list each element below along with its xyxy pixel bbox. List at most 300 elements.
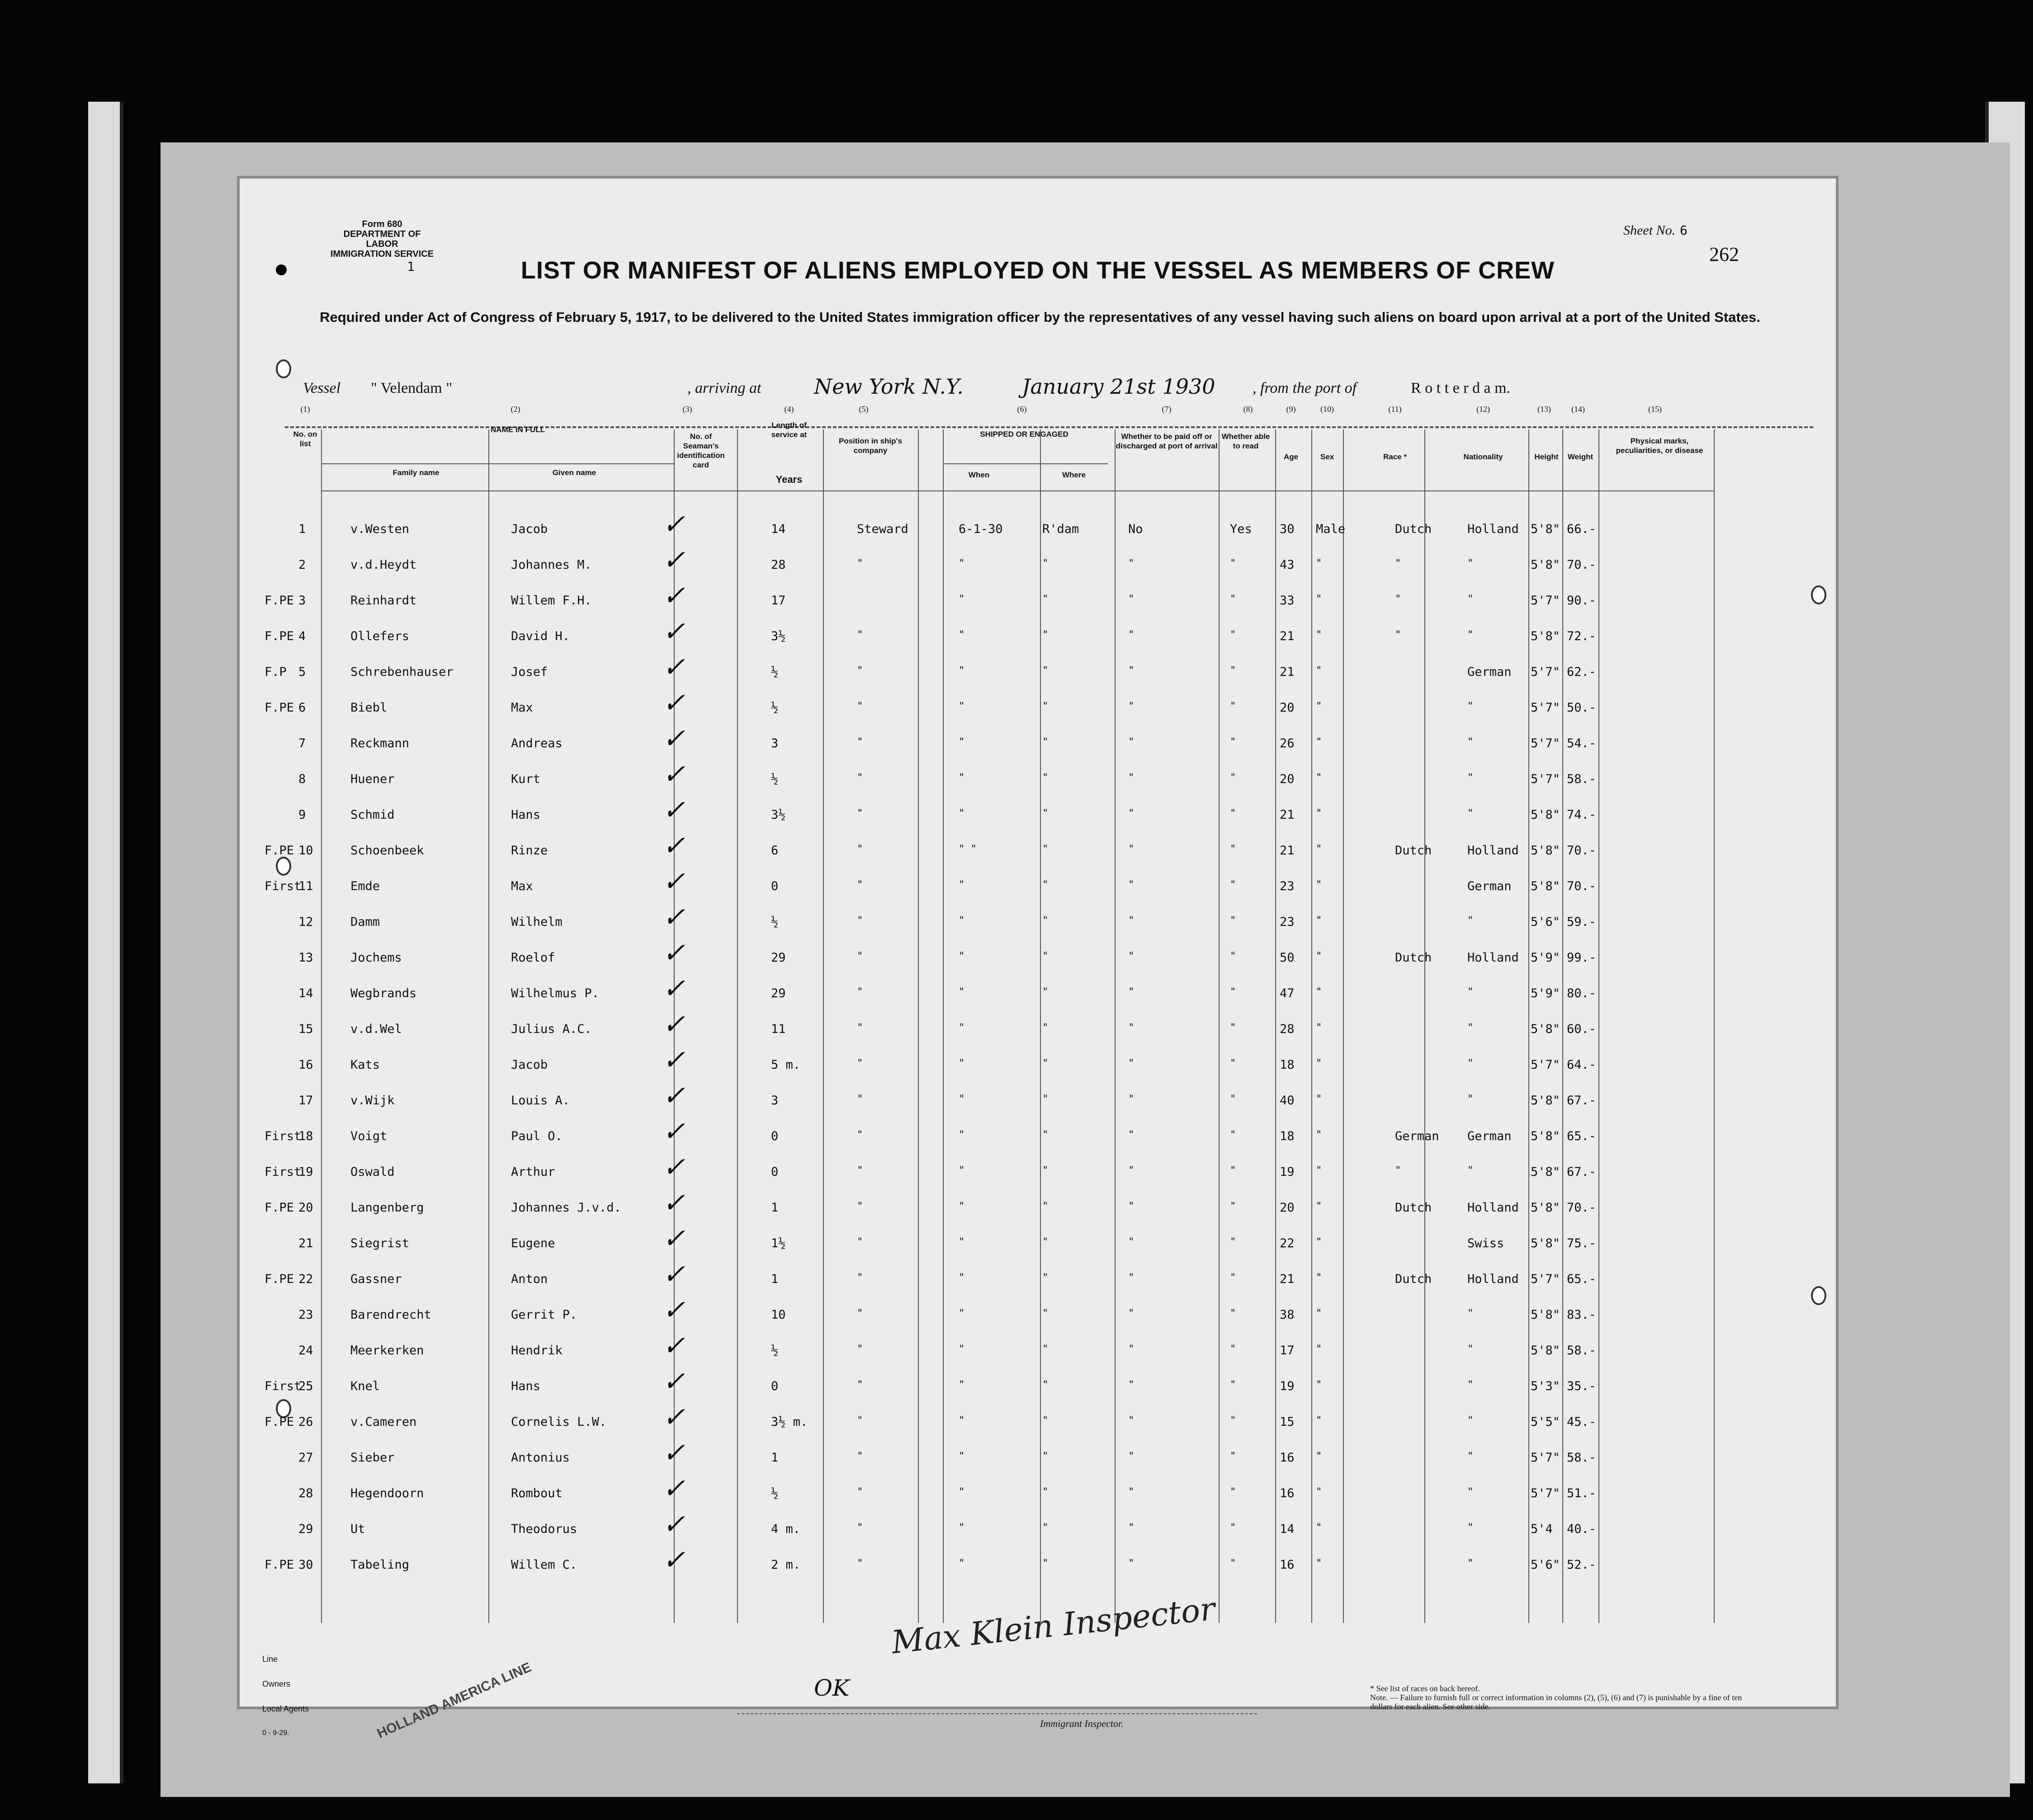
paid-off: " xyxy=(1128,1451,1135,1462)
row-number: 17 xyxy=(298,1094,313,1108)
header-physical-marks: Physical marks, peculiarities, or disease xyxy=(1616,437,1703,455)
row-number: 12 xyxy=(298,915,313,929)
shipped-when: " xyxy=(959,1558,965,1569)
sex: " xyxy=(1316,1451,1322,1462)
shipped-where: " xyxy=(1042,1308,1049,1319)
able-to-read: " xyxy=(1230,558,1236,569)
race: " xyxy=(1395,594,1401,605)
shipped-where: " xyxy=(1042,1415,1049,1426)
family-name: Ollefers xyxy=(350,629,410,643)
nationality: " xyxy=(1467,1415,1474,1426)
crew-row xyxy=(240,1509,1836,1554)
column-number: (14) xyxy=(1571,405,1585,414)
sex: " xyxy=(1316,1379,1322,1391)
check-mark-icon: ✓ xyxy=(662,1080,686,1112)
given-name: Roelof xyxy=(511,951,555,965)
family-name: Hegendoorn xyxy=(350,1486,424,1500)
shipped-when: " xyxy=(959,594,965,605)
sex: " xyxy=(1316,808,1322,819)
crew-row xyxy=(240,973,1836,1018)
nationality: " xyxy=(1467,701,1474,712)
position: " xyxy=(857,558,863,569)
shipped-when: " xyxy=(959,1486,965,1498)
family-name: Schoenbeek xyxy=(350,844,424,858)
shipped-when: " xyxy=(959,986,965,998)
age: 28 xyxy=(1280,1022,1295,1036)
nationality: " xyxy=(1467,1522,1474,1533)
able-to-read: " xyxy=(1230,1344,1236,1355)
from-port: R o t t e r d a m. xyxy=(1411,380,1511,396)
sex: " xyxy=(1316,879,1322,891)
crew-row xyxy=(240,901,1836,947)
age: 20 xyxy=(1280,1201,1295,1215)
height: 5'7" xyxy=(1531,665,1560,679)
shipped-where: " xyxy=(1042,1451,1049,1462)
row-number: 18 xyxy=(298,1129,313,1143)
check-mark-icon: ✓ xyxy=(662,973,686,1004)
position: " xyxy=(857,1022,863,1033)
age: 16 xyxy=(1280,1451,1295,1465)
able-to-read: " xyxy=(1230,951,1236,962)
weight: 70.- xyxy=(1567,1201,1597,1215)
sex: " xyxy=(1316,736,1322,748)
nationality: Holland xyxy=(1467,951,1519,965)
nationality: Holland xyxy=(1467,522,1519,536)
shipped-where: " xyxy=(1042,594,1049,605)
crew-row xyxy=(240,759,1836,804)
paid-off: " xyxy=(1128,915,1135,926)
check-mark-icon: ✓ xyxy=(662,866,686,897)
position: " xyxy=(857,986,863,998)
shipped-when: " xyxy=(959,951,965,962)
punch-hole xyxy=(276,359,291,378)
length-of-service: 0 xyxy=(771,1379,779,1393)
position: " xyxy=(857,1058,863,1069)
family-name: Reckmann xyxy=(350,736,410,750)
shipped-where: " xyxy=(1042,1201,1049,1212)
arriving-label: , arriving at xyxy=(687,380,761,396)
shipped-when: " xyxy=(959,1308,965,1319)
length-of-service: 3 xyxy=(771,1094,779,1108)
row-number: 7 xyxy=(298,736,306,750)
vessel-label: Vessel xyxy=(303,380,341,396)
family-name: Wegbrands xyxy=(350,986,417,1000)
position: " xyxy=(857,1379,863,1391)
given-name: Anton xyxy=(511,1272,548,1286)
sex: " xyxy=(1316,1558,1322,1569)
nationality: German xyxy=(1467,1129,1512,1143)
shipped-when: " xyxy=(959,1379,965,1391)
shipped-when: " xyxy=(959,1129,965,1141)
check-mark-icon: ✓ xyxy=(662,509,686,540)
crew-row xyxy=(240,1116,1836,1161)
check-mark-icon: ✓ xyxy=(662,794,686,826)
shipped-where: " xyxy=(1042,1379,1049,1391)
weight: 67.- xyxy=(1567,1094,1597,1108)
row-number: 26 xyxy=(298,1415,313,1429)
check-mark-icon: ✓ xyxy=(662,580,686,612)
shipped-when: 6-1-30 xyxy=(959,522,1003,536)
row-number: 8 xyxy=(298,772,306,786)
voyage-line xyxy=(280,374,1836,407)
shipped-where: " xyxy=(1042,879,1049,891)
row-number: 16 xyxy=(298,1058,313,1072)
company-stamp: HOLLAND AMERICA LINE xyxy=(375,1660,534,1741)
row-number: 29 xyxy=(298,1522,313,1536)
age: 21 xyxy=(1280,808,1295,822)
age: 22 xyxy=(1280,1236,1295,1250)
length-of-service: 0 xyxy=(771,1129,779,1143)
position: " xyxy=(857,1272,863,1283)
able-to-read: " xyxy=(1230,1486,1236,1498)
weight: 70.- xyxy=(1567,879,1597,893)
column-number: (6) xyxy=(1017,405,1027,414)
header-length-of-service: Length of service at xyxy=(771,421,807,439)
family-name: Huener xyxy=(350,772,395,786)
footnote xyxy=(1370,1684,1759,1711)
row-number: 3 xyxy=(298,594,306,608)
height: 5'8" xyxy=(1531,1094,1560,1108)
height: 5'7" xyxy=(1531,701,1560,715)
race: Dutch xyxy=(1395,522,1432,536)
column-number: (15) xyxy=(1648,405,1662,414)
given-name: Rinze xyxy=(511,844,548,858)
sex: " xyxy=(1316,1129,1322,1141)
position: " xyxy=(857,1344,863,1355)
nationality: " xyxy=(1467,986,1474,998)
given-name: Julius A.C. xyxy=(511,1022,592,1036)
paid-off: " xyxy=(1128,1308,1135,1319)
weight: 74.- xyxy=(1567,808,1597,822)
able-to-read: Yes xyxy=(1230,522,1252,536)
given-name: Johannes M. xyxy=(511,558,592,572)
weight: 51.- xyxy=(1567,1486,1597,1500)
given-name: Wilhelmus P. xyxy=(511,986,600,1000)
weight: 70.- xyxy=(1567,558,1597,572)
position: " xyxy=(857,736,863,748)
length-of-service: 4 m. xyxy=(771,1522,801,1536)
given-name: Hans xyxy=(511,1379,541,1393)
length-of-service: 3½ xyxy=(771,808,786,822)
footer-form-date: 0 - 9-29. xyxy=(262,1729,289,1737)
able-to-read: " xyxy=(1230,629,1236,641)
footnote-penalty: Note. — Failure to furnish full or correct information in columns (2), (5), (6) and (7) is punishable by a fine of ten dollars for each alien. See other side. xyxy=(1370,1693,1742,1711)
column-number: (1) xyxy=(300,405,310,414)
paid-off: " xyxy=(1128,558,1135,569)
crew-row xyxy=(240,1294,1836,1339)
nationality: " xyxy=(1467,1379,1474,1391)
nationality: " xyxy=(1467,1451,1474,1462)
position: " xyxy=(857,1165,863,1176)
height: 5'8" xyxy=(1531,629,1560,643)
weight: 65.- xyxy=(1567,1272,1597,1286)
sex: " xyxy=(1316,1201,1322,1212)
age: 21 xyxy=(1280,844,1295,858)
length-of-service: ½ xyxy=(771,701,779,715)
height: 5'8" xyxy=(1531,808,1560,822)
crew-row xyxy=(240,1401,1836,1447)
race: Dutch xyxy=(1395,844,1432,858)
crew-row xyxy=(240,937,1836,982)
shipped-where: " xyxy=(1042,558,1049,569)
able-to-read: " xyxy=(1230,1201,1236,1212)
given-name: Willem C. xyxy=(511,1558,577,1572)
row-mark: F.PE xyxy=(265,1558,294,1572)
header-nationality: Nationality xyxy=(1463,453,1503,461)
paid-off: " xyxy=(1128,1058,1135,1069)
shipped-when: " xyxy=(959,1344,965,1355)
check-mark-icon: ✓ xyxy=(662,651,686,683)
family-name: Sieber xyxy=(350,1451,395,1465)
nationality: " xyxy=(1467,808,1474,819)
length-of-service: 17 xyxy=(771,594,786,608)
header-family-name: Family name xyxy=(392,468,440,477)
paid-off: " xyxy=(1128,879,1135,891)
length-of-service: 3½ m. xyxy=(771,1415,808,1429)
age: 19 xyxy=(1280,1379,1295,1393)
family-name: Siegrist xyxy=(350,1236,410,1250)
age: 21 xyxy=(1280,1272,1295,1286)
length-of-service: 1 xyxy=(771,1272,779,1286)
age: 26 xyxy=(1280,736,1295,750)
sex: " xyxy=(1316,844,1322,855)
shipped-where: " xyxy=(1042,1558,1049,1569)
race: Dutch xyxy=(1395,951,1432,965)
header-rule xyxy=(321,490,1714,491)
nationality: " xyxy=(1467,1486,1474,1498)
able-to-read: " xyxy=(1230,1094,1236,1105)
nationality: German xyxy=(1467,665,1512,679)
footer-line-label: Line xyxy=(262,1655,278,1664)
row-number: 20 xyxy=(298,1201,313,1215)
row-mark: F.PE xyxy=(265,1272,294,1286)
row-number: 30 xyxy=(298,1558,313,1572)
paid-off: " xyxy=(1128,1022,1135,1033)
length-of-service: 5 m. xyxy=(771,1058,801,1072)
footer-local-agents-label: Local Agents xyxy=(262,1704,309,1713)
family-name: Meerkerken xyxy=(350,1344,424,1358)
length-of-service: 0 xyxy=(771,1165,779,1179)
nationality: " xyxy=(1467,1058,1474,1069)
height: 5'8" xyxy=(1531,558,1560,572)
sex: " xyxy=(1316,1415,1322,1426)
sex: " xyxy=(1316,629,1322,641)
position: Steward xyxy=(857,522,908,536)
crew-row xyxy=(240,830,1836,875)
able-to-read: " xyxy=(1230,808,1236,819)
shipped-when: " xyxy=(959,665,965,676)
header-name-in-full: NAME IN FULL xyxy=(491,425,545,434)
header-able-to-read: Whether able to read xyxy=(1221,432,1270,450)
check-mark-icon: ✓ xyxy=(662,1044,686,1076)
height: 5'8" xyxy=(1531,1201,1560,1215)
header-weight: Weight xyxy=(1567,453,1593,461)
header-seamans-card: No. of Seaman's identification card xyxy=(677,432,725,469)
row-number: 1 xyxy=(298,522,306,536)
age: 15 xyxy=(1280,1415,1295,1429)
family-name: Kats xyxy=(350,1058,380,1072)
age: 18 xyxy=(1280,1058,1295,1072)
family-name: Biebl xyxy=(350,701,388,715)
length-of-service: 1½ xyxy=(771,1236,786,1250)
given-name: Kurt xyxy=(511,772,541,786)
row-number: 19 xyxy=(298,1165,313,1179)
check-mark-icon: ✓ xyxy=(662,1187,686,1219)
family-name: Schrebenhauser xyxy=(350,665,454,679)
row-mark: First xyxy=(265,1129,302,1143)
shipped-where: " xyxy=(1042,1058,1049,1069)
position: " xyxy=(857,1558,863,1569)
crew-row xyxy=(240,1223,1836,1268)
header-sex: Sex xyxy=(1320,453,1334,461)
shipped-where: " xyxy=(1042,772,1049,783)
length-of-service: 29 xyxy=(771,986,786,1000)
crew-row xyxy=(240,1544,1836,1589)
age: 17 xyxy=(1280,1344,1295,1358)
given-name: Max xyxy=(511,701,533,715)
paid-off: " xyxy=(1128,1129,1135,1141)
row-number: 11 xyxy=(298,879,313,893)
sex: " xyxy=(1316,558,1322,569)
check-mark-icon: ✓ xyxy=(662,1294,686,1326)
nationality: " xyxy=(1467,1022,1474,1033)
age: 21 xyxy=(1280,665,1295,679)
able-to-read: " xyxy=(1230,736,1236,748)
column-number: (7) xyxy=(1162,405,1172,414)
nationality: Holland xyxy=(1467,844,1519,858)
check-mark-icon: ✓ xyxy=(662,901,686,933)
nationality: " xyxy=(1467,1094,1474,1105)
paid-off: " xyxy=(1128,1558,1135,1569)
position: " xyxy=(857,879,863,891)
position: " xyxy=(857,1522,863,1533)
length-of-service: 10 xyxy=(771,1308,786,1322)
family-name: Damm xyxy=(350,915,380,929)
able-to-read: " xyxy=(1230,1379,1236,1391)
check-mark-icon: ✓ xyxy=(662,1509,686,1540)
family-name: v.Wijk xyxy=(350,1094,395,1108)
position: " xyxy=(857,1236,863,1248)
header-shipped-or-engaged: SHIPPED OR ENGAGED xyxy=(980,430,1069,438)
shipped-where: " xyxy=(1042,1236,1049,1248)
family-name: v.d.Heydt xyxy=(350,558,417,572)
crew-row xyxy=(240,687,1836,732)
height: 5'9" xyxy=(1531,986,1560,1000)
shipped-where: " xyxy=(1042,915,1049,926)
given-name: Jacob xyxy=(511,522,548,536)
nationality: " xyxy=(1467,1558,1474,1569)
shipped-when: " xyxy=(959,1058,965,1069)
nationality: Swiss xyxy=(1467,1236,1504,1250)
nationality: " xyxy=(1467,1165,1474,1176)
length-of-service: 29 xyxy=(771,951,786,965)
shipped-where: " xyxy=(1042,701,1049,712)
row-number: 13 xyxy=(298,951,313,965)
weight: 75.- xyxy=(1567,1236,1597,1250)
age: 18 xyxy=(1280,1129,1295,1143)
row-number: 15 xyxy=(298,1022,313,1036)
height: 5'6" xyxy=(1531,915,1560,929)
age: 20 xyxy=(1280,701,1295,715)
sex: " xyxy=(1316,1236,1322,1248)
able-to-read: " xyxy=(1230,1272,1236,1283)
weight: 50.- xyxy=(1567,701,1597,715)
paid-off: " xyxy=(1128,986,1135,998)
able-to-read: " xyxy=(1230,665,1236,676)
row-number: 4 xyxy=(298,629,306,643)
given-name: Jacob xyxy=(511,1058,548,1072)
header-no-on-list: No. on list xyxy=(293,430,317,448)
height: 5'8" xyxy=(1531,1236,1560,1250)
column-number: (10) xyxy=(1320,405,1334,414)
header-years: Years xyxy=(775,474,803,485)
position: " xyxy=(857,1451,863,1462)
paid-off: " xyxy=(1128,844,1135,855)
sex: " xyxy=(1316,915,1322,926)
crew-row xyxy=(240,1330,1836,1375)
vessel-name: " Velendam " xyxy=(371,380,453,396)
shipped-when: " xyxy=(959,1201,965,1212)
shipped-where: " xyxy=(1042,1022,1049,1033)
crew-row xyxy=(240,723,1836,768)
given-name: Willem F.H. xyxy=(511,594,592,608)
shipped-when: " xyxy=(959,736,965,748)
height: 5'8" xyxy=(1531,1165,1560,1179)
ok-mark: OK xyxy=(814,1675,850,1701)
shipped-where: " xyxy=(1042,629,1049,641)
column-number: (12) xyxy=(1476,405,1490,414)
weight: 66.- xyxy=(1567,522,1597,536)
length-of-service: 6 xyxy=(771,844,779,858)
shipped-where: " xyxy=(1042,951,1049,962)
film-strip-left xyxy=(88,102,123,1783)
position: " xyxy=(857,1094,863,1105)
shipped-where: " xyxy=(1042,1129,1049,1141)
shipped-when: " xyxy=(959,701,965,712)
header-given-name: Given name xyxy=(552,468,596,477)
crew-row xyxy=(240,1151,1836,1197)
race: Dutch xyxy=(1395,1272,1432,1286)
family-name: Jochems xyxy=(350,951,402,965)
given-name: Paul O. xyxy=(511,1129,563,1143)
check-mark-icon: ✓ xyxy=(662,723,686,754)
age: 23 xyxy=(1280,879,1295,893)
age: 19 xyxy=(1280,1165,1295,1179)
row-mark: F.PE xyxy=(265,594,294,608)
length-of-service: 1 xyxy=(771,1201,779,1215)
family-name: v.Cameren xyxy=(350,1415,417,1429)
sex: " xyxy=(1316,986,1322,998)
shipped-where: " xyxy=(1042,1165,1049,1176)
sheet-number: 6 xyxy=(1680,223,1688,238)
height: 5'8" xyxy=(1531,1344,1560,1358)
column-number: (13) xyxy=(1537,405,1551,414)
family-name: Knel xyxy=(350,1379,380,1393)
position: " xyxy=(857,1415,863,1426)
weight: 65.- xyxy=(1567,1129,1597,1143)
sex: " xyxy=(1316,665,1322,676)
shipped-when: " xyxy=(959,915,965,926)
sex: " xyxy=(1316,1058,1322,1069)
weight: 58.- xyxy=(1567,1451,1597,1465)
column-number: (2) xyxy=(511,405,520,414)
check-mark-icon: ✓ xyxy=(662,1473,686,1504)
paid-off: " xyxy=(1128,1094,1135,1105)
sex: " xyxy=(1316,1272,1322,1283)
weight: 70.- xyxy=(1567,844,1597,858)
shipped-when: " xyxy=(959,1165,965,1176)
row-mark: F.PE xyxy=(265,844,294,858)
